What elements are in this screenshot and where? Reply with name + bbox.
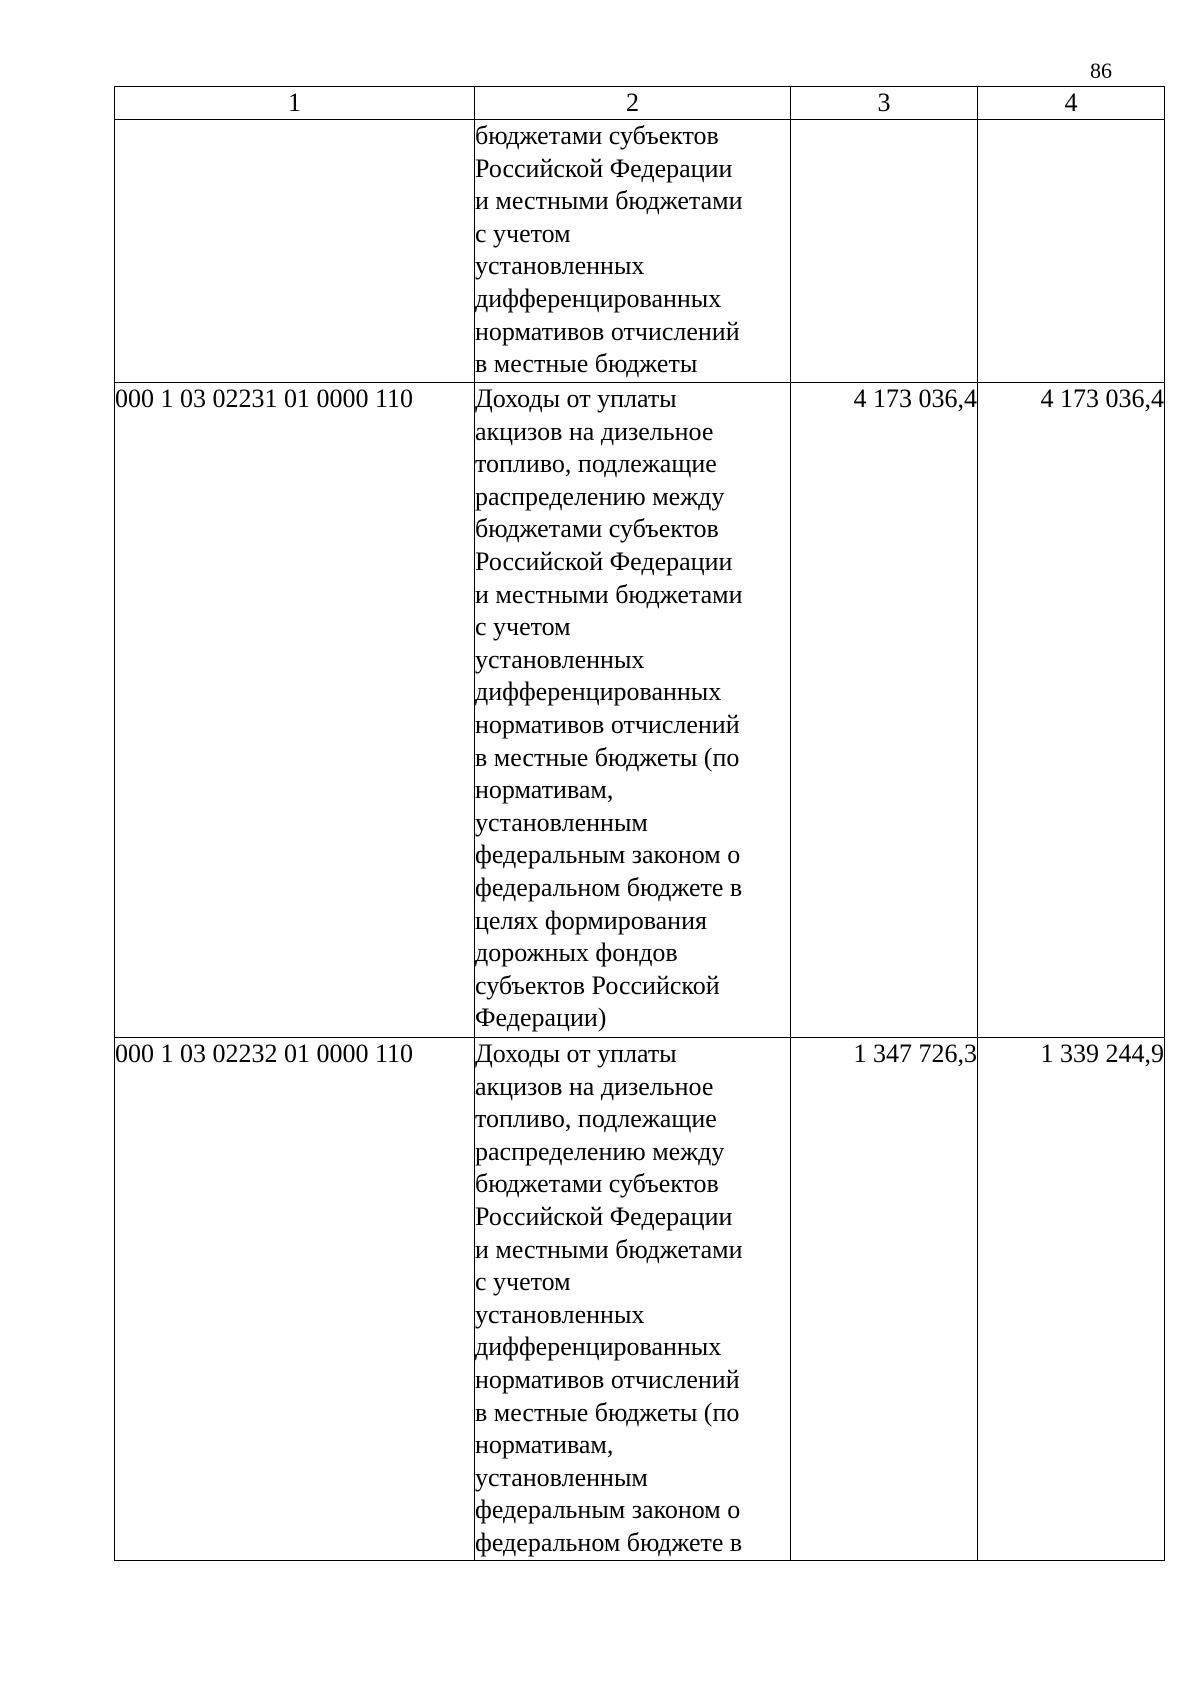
row-name-line: целях формирования xyxy=(475,905,707,935)
row-name-line: и местными бюджетами xyxy=(475,1234,743,1264)
row-name-line: бюджетами субъектов xyxy=(475,514,719,544)
row-name-line: в местные бюджеты xyxy=(475,349,698,379)
row-name-line: нормативам, xyxy=(475,775,614,805)
row-name-line: нормативов отчислений xyxy=(475,316,740,346)
column-header-3: 3 xyxy=(791,87,978,120)
row-name-line: бюджетами субъектов xyxy=(475,1169,719,1199)
row-code: 000 1 03 02231 01 0000 110 xyxy=(115,383,475,1038)
row-value-col3: 1 347 726,3 xyxy=(791,1038,978,1561)
row-name-line: нормативам, xyxy=(475,1430,614,1460)
table-row xyxy=(115,1038,1165,1561)
row-name-line: с учетом xyxy=(475,612,571,642)
page-number: 86 xyxy=(1090,58,1112,83)
row-name-line: федеральным законом о xyxy=(475,1495,741,1525)
column-header-1: 1 xyxy=(115,87,475,120)
row-name-line: в местные бюджеты (по xyxy=(475,742,740,772)
row-name-line: Доходы от уплаты xyxy=(475,1039,677,1068)
budget-table xyxy=(114,86,1165,1561)
row-value-col3: 4 173 036,4 xyxy=(791,383,978,1038)
row-name-line: в местные бюджеты (по xyxy=(475,1397,740,1427)
row-name-line: установленных xyxy=(475,644,645,674)
row-name xyxy=(475,1038,791,1561)
table-row xyxy=(115,383,1165,1038)
row-name-line: акцизов на дизельное xyxy=(475,1071,714,1101)
row-name-line: дифференцированных xyxy=(475,677,722,707)
row-code xyxy=(115,120,475,383)
row-name-line: федеральном бюджете в xyxy=(475,1527,743,1557)
table-row xyxy=(115,120,1165,383)
row-name-line: установленным xyxy=(475,1462,648,1492)
row-name-line: бюджетами субъектов xyxy=(475,121,719,150)
row-name-line: дорожных фондов xyxy=(475,938,678,968)
row-name-line: дифференцированных xyxy=(475,1332,722,1362)
row-name xyxy=(475,383,791,1038)
row-name-line: Федерации) xyxy=(475,1003,607,1033)
row-name-line: распределению между xyxy=(475,1136,725,1166)
row-name-line: распределению между xyxy=(475,481,725,511)
column-header-2: 2 xyxy=(475,87,791,120)
row-value-col4 xyxy=(978,120,1165,383)
row-name-line: и местными бюджетами xyxy=(475,579,743,609)
row-value-col4: 1 339 244,9 xyxy=(978,1038,1165,1561)
row-name-line: нормативов отчислений xyxy=(475,1364,740,1394)
row-name-line: субъектов Российской xyxy=(475,970,720,1000)
row-name-line: Российской Федерации xyxy=(475,153,733,183)
row-name-line: с учетом xyxy=(475,218,571,248)
row-name-line: с учетом xyxy=(475,1267,571,1297)
row-code: 000 1 03 02232 01 0000 110 xyxy=(115,1038,475,1561)
row-name-line: акцизов на дизельное xyxy=(475,416,714,446)
row-name-line: и местными бюджетами xyxy=(475,186,743,216)
row-value-col3 xyxy=(791,120,978,383)
row-name-line: установленных xyxy=(475,251,645,281)
table-header-row xyxy=(115,87,1165,120)
row-name-line: установленным xyxy=(475,807,648,837)
row-name-line: дифференцированных xyxy=(475,283,722,313)
row-name-line: федеральным законом о xyxy=(475,840,741,870)
row-name-line: федеральном бюджете в xyxy=(475,872,743,902)
column-header-4: 4 xyxy=(978,87,1165,120)
row-name-line: Российской Федерации xyxy=(475,1201,733,1231)
row-name xyxy=(475,120,791,383)
row-name-line: топливо, подлежащие xyxy=(475,449,717,479)
row-name-line: Российской Федерации xyxy=(475,546,733,576)
row-name-line: установленных xyxy=(475,1299,645,1329)
row-value-col4: 4 173 036,4 xyxy=(978,383,1165,1038)
row-name-line: топливо, подлежащие xyxy=(475,1104,717,1134)
row-name-line: нормативов отчислений xyxy=(475,709,740,739)
row-name-line: Доходы от уплаты xyxy=(475,384,677,413)
